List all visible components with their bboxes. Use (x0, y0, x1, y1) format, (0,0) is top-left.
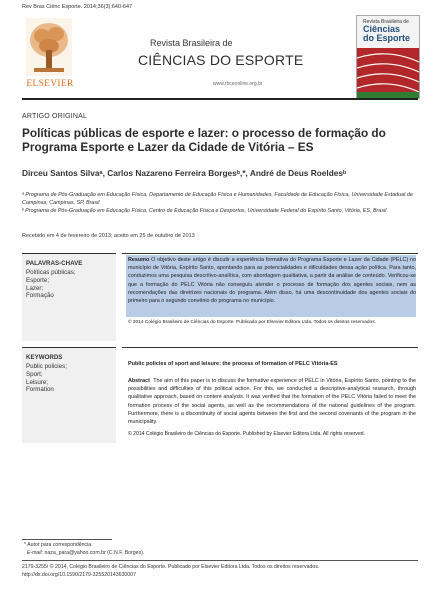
keywords-pt-box (22, 253, 116, 341)
abstract-pt-text: O objetivo deste artigo é discutir a experiência formativa do Programa Esporte e Lazer da Cidade (PELC) no município de Vitória, Espírito Santo, apontando para as potencialidades e dificuldades dessa ação política. Para tanto, conduzimos uma pesquisa descritivo-analítica, com abordagem qualitativa, a partir da análise de conteúdo. Verificou-se que a formação do PELC Vitória não conseguiu atender o processo de formação dos agentes sociais, nem as recomendações das diretrizes nacionais do programa. Além disso, há uma descontinuidade dos agentes sociais do primeiro para o segundo convênio do programa no município. (128, 257, 417, 305)
keyword-item: Políticas públicas; (26, 269, 76, 276)
header-rule (22, 98, 418, 100)
issn-copyright: 2179-3255/ © 2014, Colégio Brasileiro de Ciências do Esporte. Publicado por Elsevier Editora Ltda. Todos os direitos reservados. (22, 564, 320, 570)
issn-block (22, 564, 418, 579)
article-type: ARTIGO ORIGINAL (22, 113, 88, 120)
keywords-en-heading: KEYWORDS (26, 354, 63, 361)
keyword-item: Formação (26, 292, 54, 300)
keyword-item: Lazer; (26, 284, 44, 292)
abstract-en-title: Public policies of sport and leisure: the process of formation of PELC Vitória-ES (128, 361, 338, 367)
keyword-item: Formation (26, 386, 54, 394)
received-dates: Recebido em 4 de fevereiro de 2013; aceito em 25 de outubro de 2013 (22, 233, 195, 239)
footnote-rule (22, 539, 112, 540)
elsevier-tree-icon (26, 18, 72, 76)
abstract-pt-rule (122, 253, 418, 254)
journal-cover-image (356, 15, 420, 99)
article-authors: Dirceu Santos Silvaᵃ, Carlos Nazareno Ferreira Borgesᵇ,*, André de Deus Roeldesᵇ (22, 168, 347, 178)
journal-name-line1: Revista Brasileira de (150, 38, 233, 48)
keywords-pt-heading: PALAVRAS-CHAVE (26, 260, 83, 267)
keywords-en-box (22, 347, 116, 443)
affiliation-a: ᵃ Programa de Pós-Graduação em Educação Física, Departamento de Educação Física e Humanidades, Faculdade de Educação Física, Universidade Estadual de Campinas, Campinas, SP, Brasil (22, 192, 413, 206)
abstract-pt-rule-container (122, 253, 418, 254)
abstract-en-rule-container (122, 347, 418, 348)
abstract-en-text: The aim of this paper is to discuss the formative experience of PELC in Vitória, Espírito Santo, pointing to the possibilities and difficulties of this political action. For this, we conducted a descriptive-analytical research, through qualitative approach, based on content analysis. It was verified that the formation of the PELC Vitória failed to meet the formation process of the social agents, as well as the recommendations of the national guidelines of the program. Furthermore, there is a discontinuity of social agents between the first and the second covenants of the program in the municipality. (128, 378, 416, 426)
bottom-rule (22, 560, 418, 561)
footnote-email-label: E-mail: (26, 549, 44, 556)
article-title: Políticas públicas de esporte e lazer: o processo de formação do Programa Esporte e Lazer da Cidade de Vitória – ES (22, 126, 386, 155)
keywords-pt-rule (22, 253, 116, 254)
elsevier-wordmark: ELSEVIER (26, 79, 74, 89)
journal-name-line2: CIÊNCIAS DO ESPORTE (138, 52, 304, 68)
footnote-email[interactable]: naza_para@yahoo.com.br (C.N.F. Borges). (44, 549, 145, 556)
journal-url[interactable]: www.rbceonline.org.br (213, 81, 263, 87)
elsevier-logo (22, 16, 78, 94)
running-track-art (357, 48, 419, 98)
doi-link[interactable]: http://dx.doi.org/10.1590/2179-325520143630007 (22, 571, 136, 578)
abstract-en (128, 377, 416, 426)
keyword-item: Leisure; (26, 378, 49, 386)
affiliation-b: ᵇ Programa de Pós-Graduação em Educação Física, Centro de Educação Física e Desportos, Universidade Federal do Espírito Santo, Vitória, ES, Brasil (22, 208, 387, 214)
cover-title-line3: do Esporte (363, 32, 411, 43)
abstract-pt-copyright: © 2014 Colégio Brasileiro de Ciências do Esporte. Publicado por Elsevier Editora Ltda. Todos os direitos reservados. (128, 320, 376, 325)
keyword-item: Esporte; (26, 276, 50, 284)
footnote-email-line (24, 550, 144, 558)
cover-title-line2: Ciências (363, 24, 401, 35)
abstract-pt[interactable] (128, 256, 416, 305)
journal-citation: Rev Bras Ciênc Esporte. 2014;36(3):640-647 (22, 4, 133, 10)
cover-title (363, 20, 410, 42)
footnote (24, 542, 144, 557)
keywords-en-rule (22, 347, 116, 348)
abstract-en-lead: Abstract (128, 378, 150, 384)
keyword-item: Public policies; (26, 363, 67, 370)
footnote-corresponding: * Autor para correspondência. (24, 542, 93, 548)
cover-title-line1: Revista Brasileira de (363, 19, 409, 25)
keyword-item: Sport; (26, 370, 43, 378)
abstract-pt-lead: Resumo (128, 257, 150, 263)
abstract-en-copyright: © 2014 Colégio Brasileiro de Ciências do Esporte. Published by Elsevier Editora Ltda. All rights reserved. (128, 431, 366, 437)
abstract-en-rule (122, 347, 418, 348)
